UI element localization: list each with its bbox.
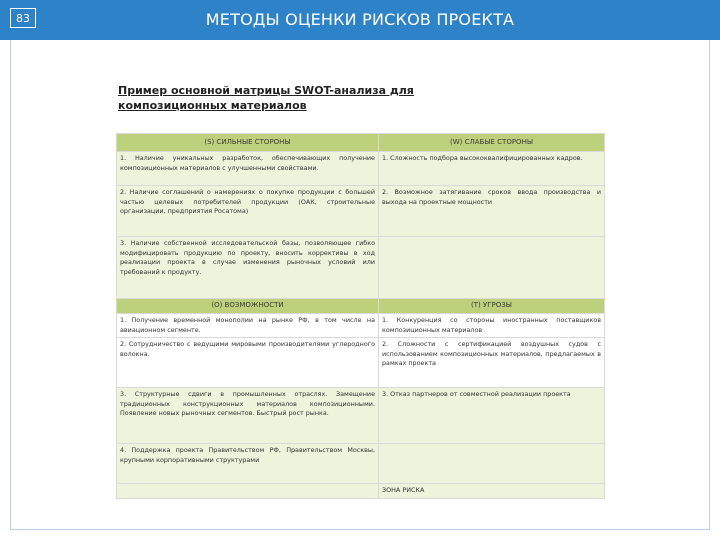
opportunity-item: 1. Получение временной монополии на рынке РФ, в том числе на авиационном сегменте. bbox=[117, 314, 379, 338]
weaknesses-header: (W) СЛАБЫЕ СТОРОНЫ bbox=[379, 134, 605, 152]
threat-item: 3. Отказ партнеров от совместной реализации проекта bbox=[379, 388, 605, 444]
risk-zone-label: ЗОНА РИСКА bbox=[379, 484, 605, 499]
slide-number: 83 bbox=[10, 8, 36, 28]
opportunity-empty-cell bbox=[117, 484, 379, 499]
opportunities-header: (O) ВОЗМОЖНОСТИ bbox=[117, 299, 379, 314]
strength-item: 2. Наличие соглашений о намерениях о покупке продукции с большей частью целевых потребителей продукции (ОАК, строительные организации, предприятия Росатома) bbox=[117, 186, 379, 237]
opportunity-item: 2. Сотрудничество с ведущими мировыми производителями углеродного волокна. bbox=[117, 338, 379, 388]
weakness-empty-cell bbox=[379, 237, 605, 299]
strengths-header: (S) СИЛЬНЫЕ СТОРОНЫ bbox=[117, 134, 379, 152]
weakness-item: 1. Сложность подбора высококвалифицированных кадров. bbox=[379, 152, 605, 186]
opportunity-item: 4. Поддержка проекта Правительством РФ, Правительством Москвы, крупными корпоративными структурами bbox=[117, 444, 379, 484]
swot-matrix bbox=[116, 133, 605, 499]
slide-title: МЕТОДЫ ОЦЕНКИ РИСКОВ ПРОЕКТА bbox=[205, 10, 515, 29]
threat-item: 2. Сложности с сертификацией воздушных судов с использованием композиционных материалов, предлагаемых в рамках проекта bbox=[379, 338, 605, 388]
opportunity-item: 3. Структурные сдвиги в промышленных отраслях. Замещение традиционных конструкционных материалов композиционными. Появление новых рыночных сегментов. Быстрый рост рынка. bbox=[117, 388, 379, 444]
threats-header: (T) УГРОЗЫ bbox=[379, 299, 605, 314]
strength-item: 3. Наличие собственной исследовательской базы, позволяющее гибко модифицировать продукцию по проекту, вносить коррективы в ход реализации проекта в случае изменения рыночных условий или требований к продукту. bbox=[117, 237, 379, 299]
weakness-item: 2. Возможное затягивание сроков ввода производства и выхода на проектные мощности bbox=[379, 186, 605, 237]
strength-item: 1. Наличие уникальных разработок, обеспечивающих получение композиционных материалов с улучшенными свойствами. bbox=[117, 152, 379, 186]
threat-empty-cell bbox=[379, 444, 605, 484]
threat-item: 1. Конкуренция со стороны иностранных поставщиков композиционных материалов bbox=[379, 314, 605, 338]
title-bar bbox=[0, 0, 720, 40]
document-title: Пример основной матрицы SWOT-анализа для композиционных материалов bbox=[118, 84, 414, 112]
